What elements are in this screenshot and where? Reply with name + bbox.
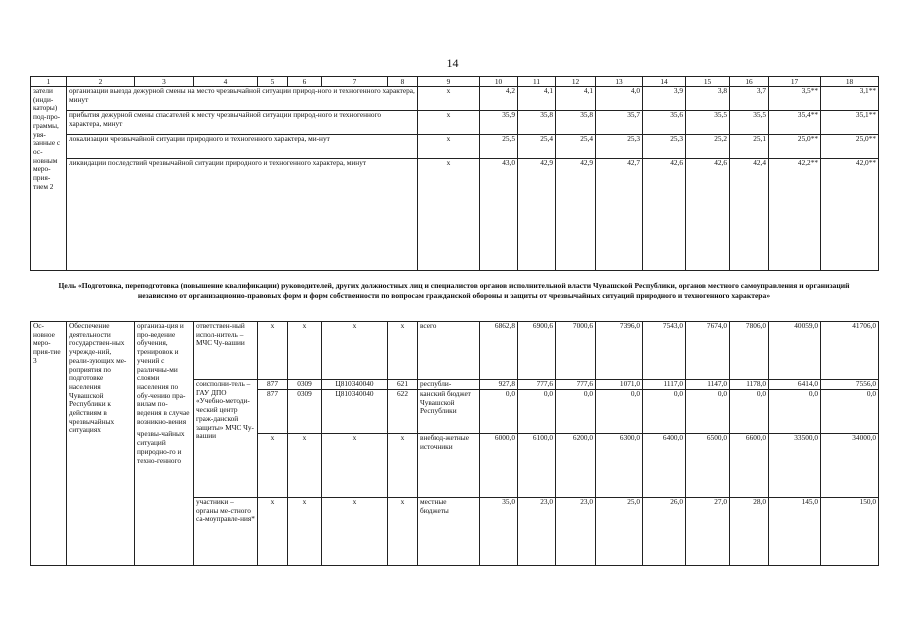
funding-source: всего	[418, 322, 480, 380]
cell: 4,1	[518, 87, 556, 111]
table-row	[31, 159, 879, 271]
cell: 927,8	[480, 380, 518, 390]
cell: 25,4	[518, 135, 556, 159]
col-num: 12	[556, 77, 596, 87]
cell: 42,6	[643, 159, 686, 271]
cell: 7556,0	[821, 380, 879, 390]
col-num: 5	[258, 77, 288, 87]
cell: 35,6	[643, 111, 686, 135]
cell: 4,1	[556, 87, 596, 111]
activity-description: организа-ция и про-ведение обучения, тренировок и учений с различны-ми слоями населения по обу-чению пра-вилам по-ведения в случае возникно-вения чрезвы-чайных ситуаций природно-го и техно-генного	[135, 322, 194, 566]
col-num: 7	[322, 77, 388, 87]
cell: 42,9	[556, 159, 596, 271]
cell: x	[322, 498, 388, 566]
goal-heading: Цель «Подготовка, переподготовка (повышение квалификации) руководителей, других должностных лиц и специалистов органов исполнительной власти Чувашской Республики, органов местного самоуправления и организаций независимо от организационно-правовых форм и форм собственности по вопросам гражданской обороны и защиты от чрезвычайных ситуаций природного и техногенного характера»	[58, 281, 850, 300]
cell: 7396,0	[596, 322, 643, 380]
cell: Ц810340040	[322, 380, 388, 390]
cell: 6300,0	[596, 434, 643, 498]
indicator-text: локализации чрезвычайной ситуации природного и техногенного характера, ми-нут	[67, 135, 418, 159]
cell: 25,1	[730, 135, 769, 159]
funding-source: внебюд-жетные источники	[418, 434, 480, 498]
col-num: 2	[67, 77, 135, 87]
co-executor: соисполни-тель – ГАУ ДПО «Учебно-методи-ческий центр граж-данской защиты» МЧС Чу-вашии	[194, 380, 258, 498]
cell: x	[288, 498, 322, 566]
col-num: 3	[135, 77, 194, 87]
cell: 3,8	[686, 87, 730, 111]
cell: 35,1**	[821, 111, 879, 135]
indicators-table	[30, 76, 879, 271]
table-row	[31, 111, 879, 135]
col-num: 8	[388, 77, 418, 87]
cell: 42,2**	[769, 159, 821, 271]
cell: x	[258, 498, 288, 566]
cell: 6900,6	[518, 322, 556, 380]
cell: x	[258, 434, 288, 498]
cell: 25,3	[643, 135, 686, 159]
col-num: 9	[418, 77, 480, 87]
cell: 25,0	[596, 498, 643, 566]
col-num: 18	[821, 77, 879, 87]
col-num: 4	[194, 77, 258, 87]
activity-table	[30, 321, 879, 566]
cell: 0,0	[596, 390, 643, 434]
cell: x	[388, 322, 418, 380]
cell: 7543,0	[643, 322, 686, 380]
cell: 42,6	[686, 159, 730, 271]
cell: 0,0	[556, 390, 596, 434]
cell: 25,5	[480, 135, 518, 159]
cell: 25,4	[556, 135, 596, 159]
funding-source: канский бюджет Чувашской Республики	[418, 390, 480, 434]
cell: x	[418, 159, 480, 271]
cell: x	[288, 322, 322, 380]
col-num: 11	[518, 77, 556, 87]
activity-name: Обеспечение деятельности государствен-ных учрежде-ний, реали-зующих ме-роприятия по подготовке населения Чувашской Республики к действиям в чрезвычайных ситуациях	[67, 322, 135, 566]
col-num: 16	[730, 77, 769, 87]
cell: 0,0	[730, 390, 769, 434]
cell: 1071,0	[596, 380, 643, 390]
cell: 43,0	[480, 159, 518, 271]
cell: 877	[258, 380, 288, 390]
cell: 1178,0	[730, 380, 769, 390]
col-num: 14	[643, 77, 686, 87]
cell: 6400,0	[643, 434, 686, 498]
cell: 622	[388, 390, 418, 434]
cell: 34000,0	[821, 434, 879, 498]
cell: 0,0	[518, 390, 556, 434]
funding-source: местные бюджеты	[418, 498, 480, 566]
cell: 7806,0	[730, 322, 769, 380]
cell: 42,0**	[821, 159, 879, 271]
cell: x	[322, 434, 388, 498]
table-row	[31, 322, 879, 380]
cell: 145,0	[769, 498, 821, 566]
cell: 28,0	[730, 498, 769, 566]
cell: 42,4	[730, 159, 769, 271]
cell: 7000,6	[556, 322, 596, 380]
page-number: 14	[446, 56, 459, 70]
cell: 3,7	[730, 87, 769, 111]
col-num: 17	[769, 77, 821, 87]
column-number-row	[31, 77, 879, 87]
cell: 3,5**	[769, 87, 821, 111]
col-num: 13	[596, 77, 643, 87]
cell: 0,0	[643, 390, 686, 434]
cell: x	[418, 87, 480, 111]
cell: x	[388, 434, 418, 498]
cell: 777,6	[556, 380, 596, 390]
cell: 41706,0	[821, 322, 879, 380]
cell: x	[388, 498, 418, 566]
cell: 1147,0	[686, 380, 730, 390]
responsible-executor: ответствен-ный испол-нитель – МЧС Чу-вашии	[194, 322, 258, 380]
funding-source: республи-	[418, 380, 480, 390]
cell: x	[322, 322, 388, 380]
cell: 27,0	[686, 498, 730, 566]
cell: 0309	[288, 380, 322, 390]
cell: 42,7	[596, 159, 643, 271]
cell: 6862,8	[480, 322, 518, 380]
cell: 1117,0	[643, 380, 686, 390]
cell: Ц810340040	[322, 390, 388, 434]
cell: 35,7	[596, 111, 643, 135]
cell: 23,0	[556, 498, 596, 566]
cell: 3,1**	[821, 87, 879, 111]
cell: 25,2	[686, 135, 730, 159]
cell: 35,9	[480, 111, 518, 135]
cell: x	[288, 434, 322, 498]
cell: 0,0	[769, 390, 821, 434]
table-row	[31, 135, 879, 159]
indicator-category: затели (инди-каторы) под-про-граммы, увя-занные с ос-новным меро-прия-тием 2	[31, 87, 67, 271]
cell: 35,5	[686, 111, 730, 135]
activity-id: Ос-новное меро-прия-тие 3	[31, 322, 67, 566]
cell: 6100,0	[518, 434, 556, 498]
cell: 35,0	[480, 498, 518, 566]
cell: 42,9	[518, 159, 556, 271]
cell: 0,0	[821, 390, 879, 434]
col-num: 15	[686, 77, 730, 87]
cell: x	[418, 111, 480, 135]
indicator-text: прибытия дежурной смены спасателей к месту чрезвычайной ситуации природ-ного и техногенного характера, минут	[67, 111, 418, 135]
cell: 150,0	[821, 498, 879, 566]
indicator-text: ликвидации последствий чрезвычайной ситуации природного и техногенного характера, минут	[67, 159, 418, 271]
cell: 0309	[288, 390, 322, 434]
cell: 0,0	[686, 390, 730, 434]
cell: 35,8	[518, 111, 556, 135]
table-row	[31, 87, 879, 111]
col-num: 1	[31, 77, 67, 87]
cell: 35,5	[730, 111, 769, 135]
cell: 25,3	[596, 135, 643, 159]
cell: 6500,0	[686, 434, 730, 498]
indicator-text: организации выезда дежурной смены на место чрезвычайной ситуации природ-ного и техногенного характера, минут	[67, 87, 418, 111]
cell: 0,0	[480, 390, 518, 434]
cell: 40059,0	[769, 322, 821, 380]
col-num: 6	[288, 77, 322, 87]
cell: 7674,0	[686, 322, 730, 380]
cell: 877	[258, 390, 288, 434]
cell: 25,0**	[769, 135, 821, 159]
cell: 777,6	[518, 380, 556, 390]
cell: x	[258, 322, 288, 380]
cell: 35,8	[556, 111, 596, 135]
cell: 35,4**	[769, 111, 821, 135]
cell: 6200,0	[556, 434, 596, 498]
participants: участники – органы ме-стного са-моуправле-ния*	[194, 498, 258, 566]
cell: 4,0	[596, 87, 643, 111]
cell: 3,9	[643, 87, 686, 111]
cell: 26,0	[643, 498, 686, 566]
cell: x	[418, 135, 480, 159]
cell: 33500,0	[769, 434, 821, 498]
activity-description-continued: чрезвы-чайных ситуаций природно-го и техно-генного	[137, 429, 185, 465]
cell: 23,0	[518, 498, 556, 566]
cell: 6000,0	[480, 434, 518, 498]
cell: 25,0**	[821, 135, 879, 159]
col-num: 10	[480, 77, 518, 87]
cell: 4,2	[480, 87, 518, 111]
cell: 6600,0	[730, 434, 769, 498]
cell: 621	[388, 380, 418, 390]
cell: 6414,0	[769, 380, 821, 390]
